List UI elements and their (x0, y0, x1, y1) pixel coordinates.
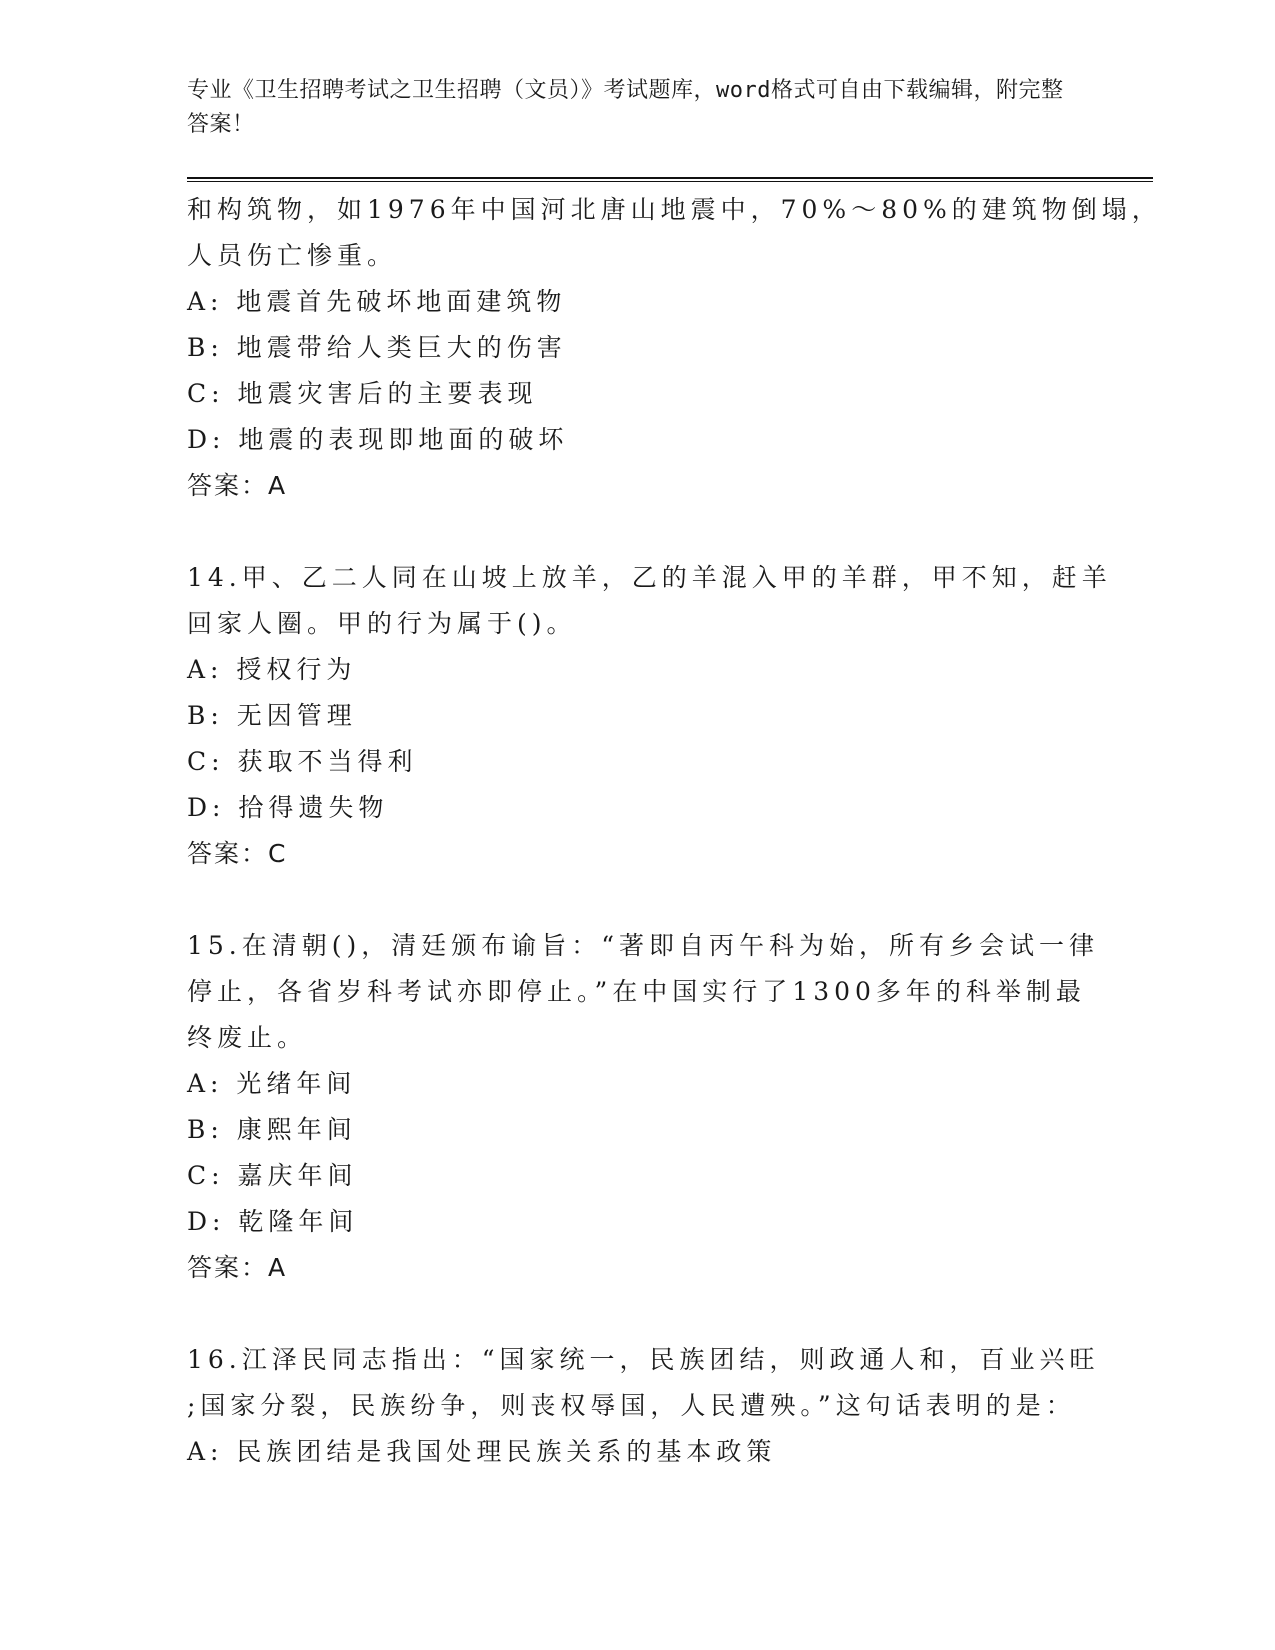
question-text-line: 15.在清朝()，清廷颁布谕旨：“著即自丙午科为始，所有乡会试一律 (187, 931, 1100, 960)
option-d: D: 地震的表现即地面的破坏 (187, 425, 569, 454)
option-b: B: 无因管理 (187, 701, 357, 730)
option-d: D: 乾隆年间 (187, 1207, 359, 1236)
answer-line: 答案：A (187, 471, 288, 500)
question-15 (187, 923, 1100, 1291)
answer-line: 答案：C (187, 839, 288, 868)
question-16 (187, 1337, 1100, 1475)
question-text-line: 停止，各省岁科考试亦即停止。”在中国实行了1300多年的科举制最 (187, 977, 1086, 1006)
question-fragment (187, 187, 1162, 509)
question-text-line: 回家人圈。甲的行为属于()。 (187, 609, 577, 638)
question-text-line: 和构筑物，如1976年中国河北唐山地震中，70%～80%的建筑物倒塌， (187, 195, 1162, 224)
option-a: A: 授权行为 (187, 655, 357, 684)
question-text-line: 终废止。 (187, 1023, 308, 1052)
option-b: B: 康熙年间 (187, 1115, 357, 1144)
answer-line: 答案：A (187, 1253, 288, 1282)
header-divider (187, 177, 1153, 182)
question-list (187, 187, 1162, 1475)
option-d: D: 拾得遗失物 (187, 793, 389, 822)
question-text-line: 14.甲、乙二人同在山坡上放羊，乙的羊混入甲的羊群，甲不知，赶羊 (187, 563, 1112, 592)
option-a: A: 光绪年间 (187, 1069, 357, 1098)
option-c: C: 地震灾害后的主要表现 (187, 379, 538, 408)
option-c: C: 获取不当得利 (187, 747, 418, 776)
option-b: B: 地震带给人类巨大的伤害 (187, 333, 567, 362)
question-text-line: 16.江泽民同志指出：“国家统一，民族团结，则政通人和，百业兴旺 (187, 1345, 1100, 1374)
question-text-line: 人员伤亡惨重。 (187, 241, 398, 270)
question-text-line: ;国家分裂，民族纷争，则丧权辱国，人民遭殃。”这句话表明的是： (187, 1391, 1076, 1420)
page-header: 专业《卫生招聘考试之卫生招聘（文员）》考试题库，word格式可自由下载编辑，附完整答案！ (187, 78, 1064, 137)
option-a: A: 地震首先破坏地面建筑物 (187, 287, 567, 316)
option-c: C: 嘉庆年间 (187, 1161, 358, 1190)
question-14 (187, 555, 1112, 877)
option-a: A: 民族团结是我国处理民族关系的基本政策 (187, 1437, 777, 1466)
